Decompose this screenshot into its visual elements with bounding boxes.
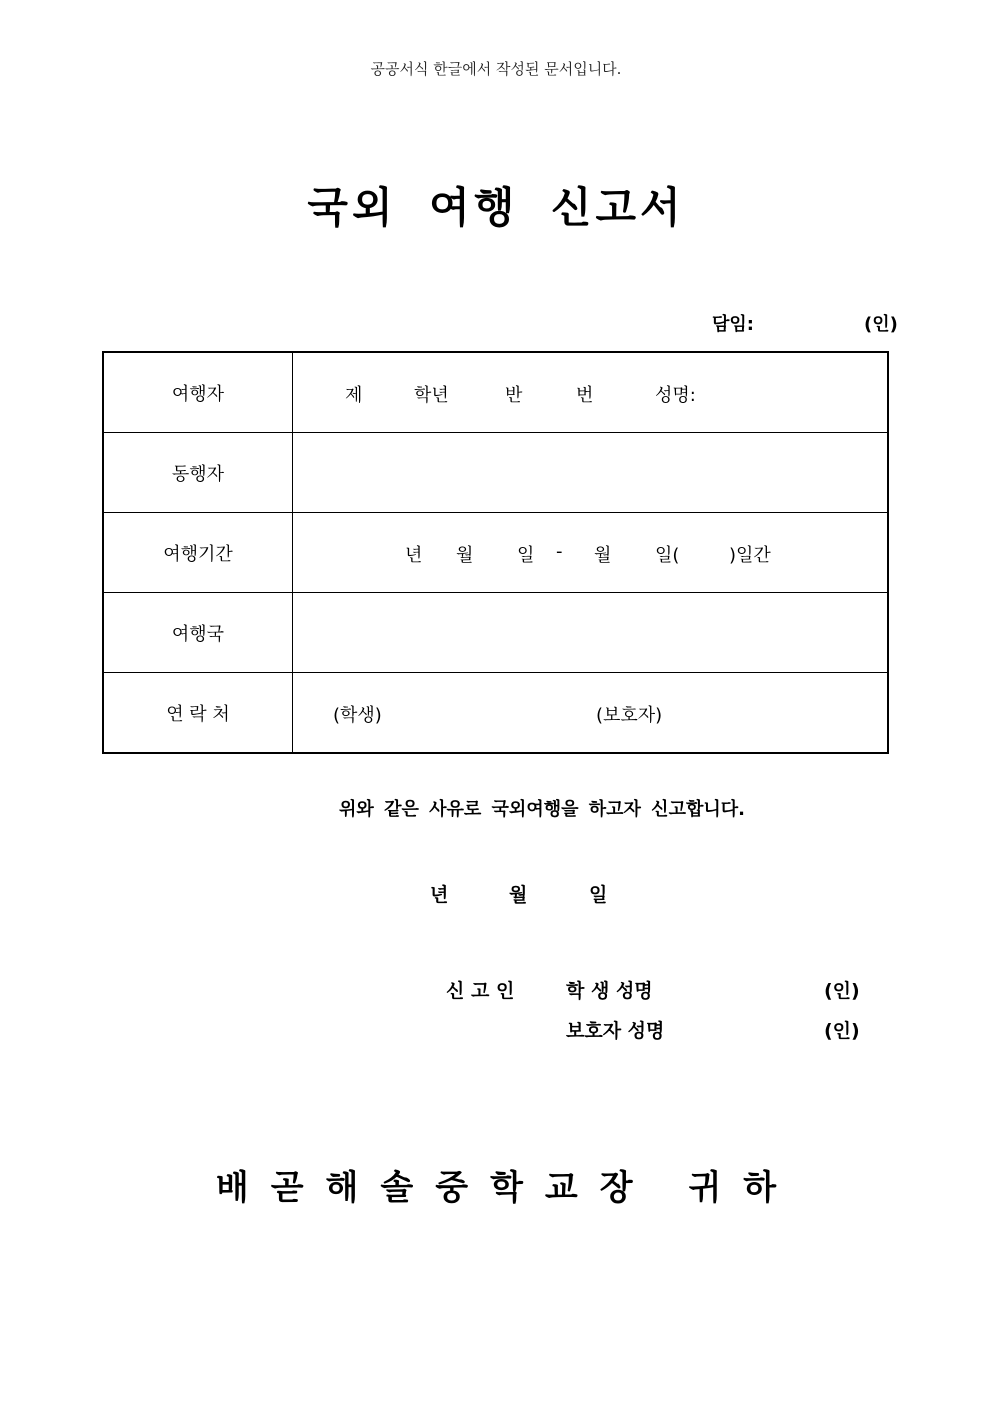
- period-month-start: 월: [456, 545, 474, 566]
- name-label: 성명:: [655, 385, 696, 406]
- companion-label: 동행자: [103, 433, 293, 513]
- teacher-seal: (인): [864, 314, 898, 335]
- country-field[interactable]: [293, 593, 889, 673]
- student-seal: (인): [824, 980, 860, 1002]
- contact-field[interactable]: [293, 673, 889, 754]
- date-month: 월: [509, 884, 528, 906]
- document-notice: 공공서식 한글에서 작성된 문서입니다.: [370, 60, 622, 78]
- contact-guardian-label: (보호자): [596, 705, 663, 726]
- traveler-label: 여행자: [103, 352, 293, 433]
- contact-student-label: (학생): [333, 705, 382, 726]
- traveler-field[interactable]: [293, 352, 889, 433]
- reporter-label: 신 고 인: [446, 980, 515, 1002]
- contact-label: 연 락 처: [103, 673, 293, 754]
- student-name-label: 학 생 성명: [566, 980, 653, 1002]
- guardian-name-label: 보호자 성명: [566, 1020, 665, 1042]
- period-month-end: 월: [594, 545, 612, 566]
- guardian-seal: (인): [824, 1020, 860, 1042]
- contact-row: [103, 673, 888, 754]
- grade-prefix: 제: [345, 385, 363, 406]
- country-row: [103, 593, 888, 673]
- period-day-end: 일(: [655, 545, 680, 566]
- addressee: 배곧해솔중학교장 귀하: [215, 1168, 799, 1208]
- companion-row: [103, 433, 888, 513]
- period-days: )일간: [729, 545, 771, 566]
- teacher-label: 담임:: [712, 314, 754, 335]
- period-day-start: 일: [517, 545, 535, 566]
- date-day: 일: [589, 884, 608, 906]
- country-label: 여행국: [103, 593, 293, 673]
- period-label: 여행기간: [103, 513, 293, 593]
- report-form-table: [102, 351, 889, 754]
- grade-label: 학년: [414, 385, 449, 406]
- date-year: 년: [430, 884, 449, 906]
- period-dash: -: [556, 541, 563, 562]
- declaration-text: 위와 같은 사유로 국외여행을 하고자 신고합니다.: [339, 799, 745, 820]
- traveler-row: [103, 352, 888, 433]
- period-row: [103, 513, 888, 593]
- period-field[interactable]: [293, 513, 889, 593]
- period-year: 년: [405, 545, 423, 566]
- page-title: 국외 여행 신고서: [307, 183, 685, 232]
- number-label: 번: [576, 385, 594, 406]
- companion-field[interactable]: [293, 433, 889, 513]
- class-label: 반: [505, 385, 523, 406]
